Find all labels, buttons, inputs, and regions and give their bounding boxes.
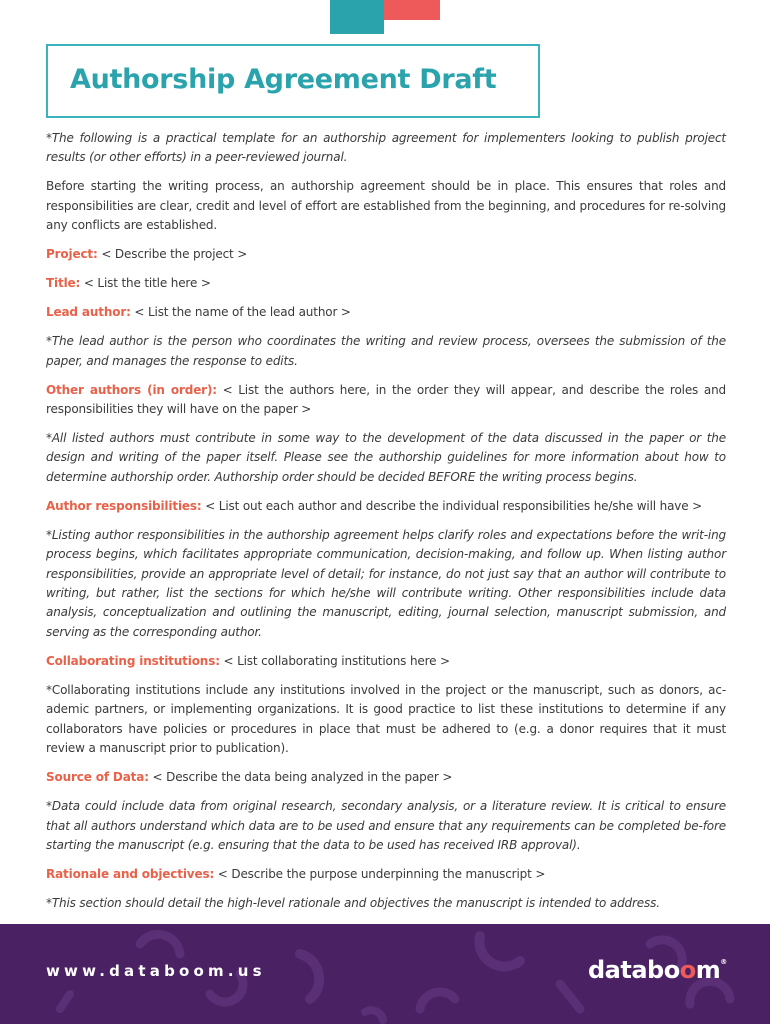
author-responsibilities-field: [46, 497, 726, 516]
source-of-data-note: *Data could include data from original research, secondary analysis, or a literature review. It is critical to ensure that all authors understand which data are to be used and ensure that any requirements can be completed be-fore starting the manuscript (e.g. ensuring that the data to be used has received IRB approval).: [46, 799, 726, 852]
logo-o-1: o: [663, 956, 680, 984]
rationale-field: [46, 865, 726, 884]
lead-author-value: < List the name of the lead author >: [130, 305, 351, 320]
title-box: [46, 44, 540, 118]
decor-arc-8: [365, 1010, 383, 1020]
source-of-data-value: < Describe the data being analyzed in the paper >: [148, 770, 453, 785]
author-responsibilities-value: < List out each author and describe the individual responsibilities he/she will have >: [201, 498, 703, 513]
author-responsibilities-label: Author responsibilities:: [46, 498, 202, 513]
footer-url[interactable]: www.databoom.us: [46, 962, 266, 980]
decor-line-1: [560, 984, 580, 1009]
logo-o-2: o: [679, 956, 696, 984]
collaborating-institutions-note: *Collaborating institutions include any institutions involved in the project or the manuscript, such as donors, ac-ademic partners, or implementing organizations. It is good practice to list these institutions to determine if any collaborators have policies or procedures in place that must be adhered to (e.g. a donor requires that it must review a manuscript prior to publication).: [46, 682, 726, 756]
decor-teal-tab: [330, 0, 384, 34]
decor-line-2: [60, 994, 70, 1009]
decor-arc-4: [420, 992, 455, 1009]
logo-part-2: m: [695, 956, 721, 984]
source-of-data-field: [46, 768, 726, 787]
collaborating-institutions-label: Collaborating institutions:: [46, 653, 220, 668]
rationale-note: *This section should detail the high-level rationale and objectives the manuscript is intended to address.: [46, 895, 660, 910]
decor-arc-1: [140, 934, 180, 954]
lead-author-field: [46, 303, 726, 322]
rationale-label: Rationale and objectives:: [46, 866, 215, 881]
intro-paragraph: Before starting the writing process, an authorship agreement should be in place. This ensures that roles and responsibilities are clear, credit and level of effort are established from the beginning, and procedures for re-solving any conflicts are established.: [46, 179, 726, 233]
title-value: < List the title here >: [80, 276, 211, 291]
author-responsibilities-note: *Listing author responsibilities in the authorship agreement helps clarify roles and expectations before the writ-ing process begins, which facilitates appropriate communication, decision-making, and follow up. When listing author responsibilities, provide an appropriate level of detail; for instance, do not just say that an author will contribute to writing, but rather, list the sections for which he/she will contribute writing. Other responsibilities include data analysis, conceptualization and outlining the manuscript, editing, journal selection, manuscript submission, and serving as the corresponding author.: [46, 527, 726, 639]
lead-author-label: Lead author:: [46, 305, 131, 320]
other-authors-note: *All listed authors must contribute in some way to the development of the data discussed in the paper or the design and writing of the paper itself. Please see the authorship guidelines for more information about how to determine authorship order. Authorship order should be decided BEFORE the writing process begins.: [46, 431, 726, 484]
other-authors-field: [46, 381, 726, 420]
title-field: [46, 274, 726, 293]
databoom-logo: [588, 956, 727, 984]
project-label: Project:: [46, 247, 98, 262]
decor-arc-3: [300, 954, 319, 999]
source-of-data-label: Source of Data:: [46, 770, 149, 785]
other-authors-value: < List the authors here, in the order they will appear, and describe the roles and responsibilities they will have on the paper >: [46, 382, 726, 417]
document-body: [46, 129, 726, 923]
decor-arc-5: [479, 936, 520, 966]
footer-band: [0, 924, 770, 1024]
collaborating-institutions-value: < List collaborating institutions here >: [219, 653, 450, 668]
project-field: [46, 245, 726, 264]
logo-registered-mark: ®: [720, 958, 727, 966]
rationale-value: < Describe the purpose underpinning the manuscript >: [214, 866, 546, 881]
page-title: Authorship Agreement Draft: [70, 64, 497, 95]
project-value: < Describe the project >: [97, 247, 248, 262]
decor-red-tab: [384, 0, 440, 20]
title-label: Title:: [46, 276, 81, 291]
logo-part-1: datab: [588, 956, 664, 984]
intro-note: *The following is a practical template for an authorship agreement for implementers looking to publish project results (or other efforts) in a peer-reviewed journal.: [46, 131, 726, 165]
lead-author-note: *The lead author is the person who coordinates the writing and review process, oversees the submission of the paper, and manages the response to edits.: [46, 334, 726, 368]
decor-arc-7: [690, 981, 730, 1004]
collaborating-institutions-field: [46, 652, 726, 671]
other-authors-label: Other authors (in order):: [46, 382, 217, 397]
